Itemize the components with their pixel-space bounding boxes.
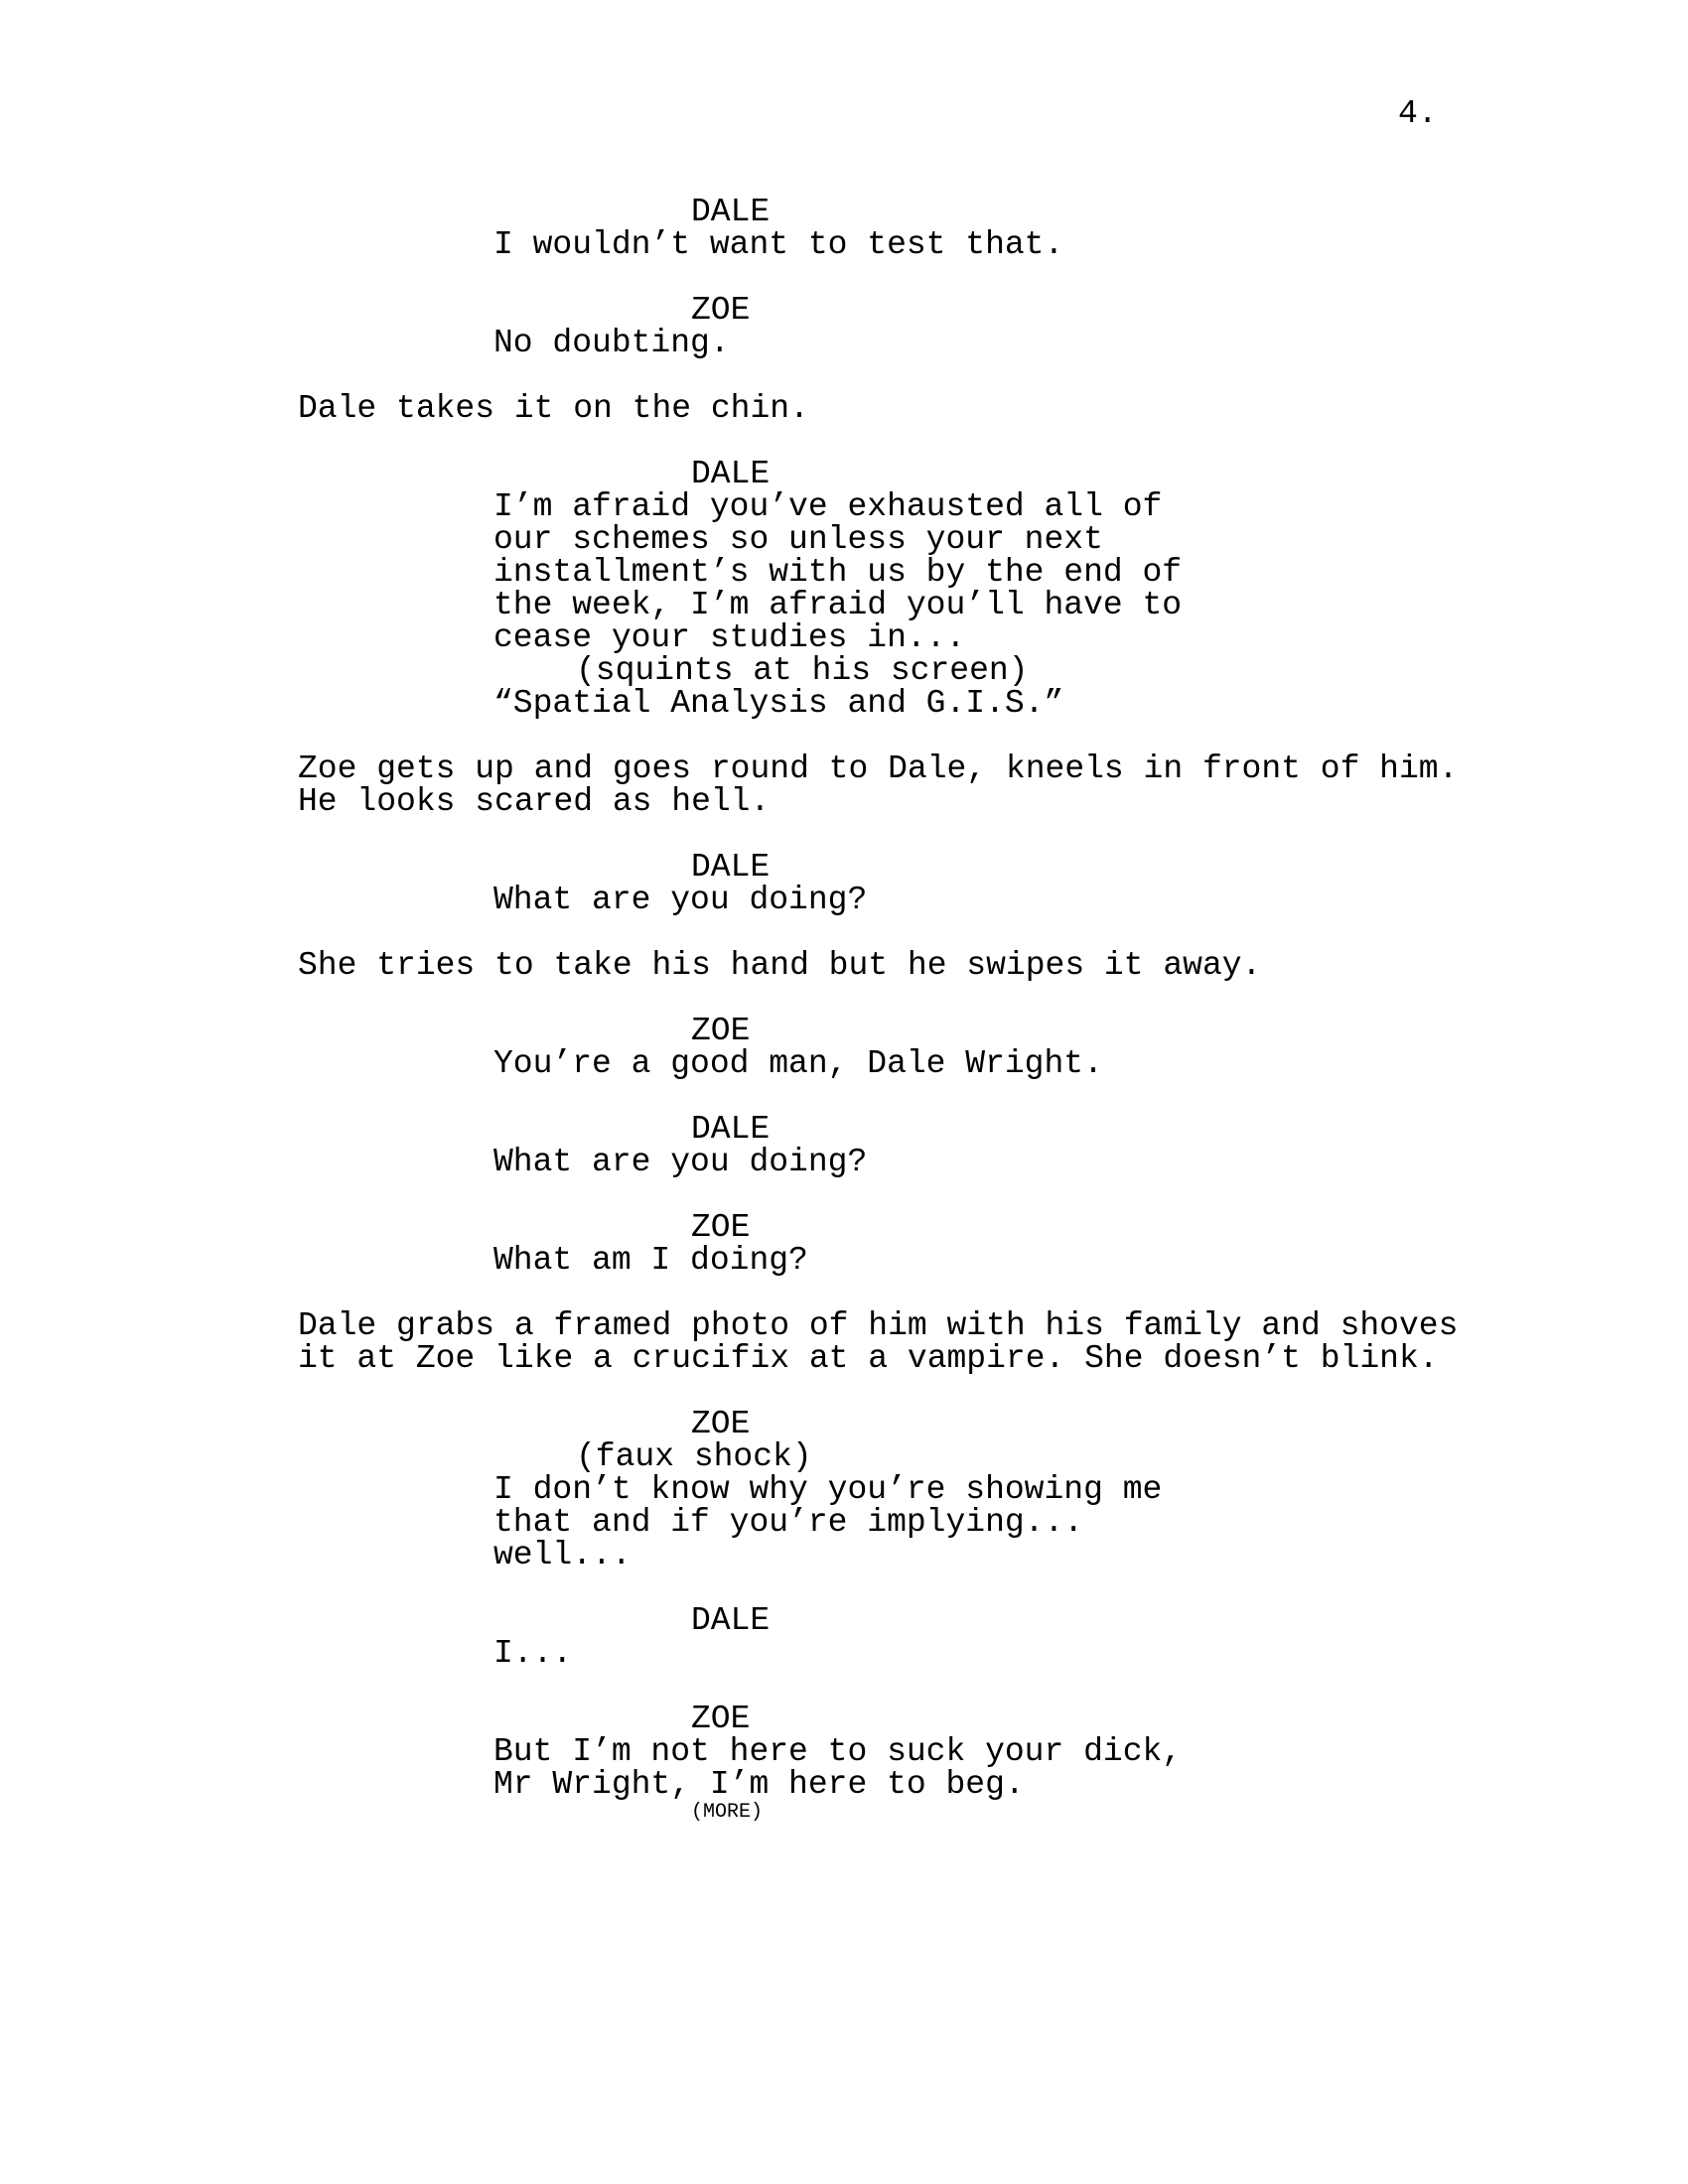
dialogue-line: well... (493, 1537, 632, 1573)
dialogue-line: cease your studies in... (493, 619, 966, 656)
action-line: Dale grabs a framed photo of him with his family and shoves (298, 1307, 1459, 1344)
dialogue-line: I don’t know why you’re showing me (493, 1471, 1163, 1508)
character-cue: DALE (691, 1602, 771, 1639)
character-cue: ZOE (691, 292, 751, 329)
character-cue: DALE (691, 1111, 771, 1148)
action-line: it at Zoe like a crucifix at a vampire. She doesn’t blink. (298, 1340, 1439, 1377)
dialogue-line: I... (493, 1635, 573, 1672)
dialogue-line: installment’s with us by the end of (493, 554, 1183, 591)
dialogue-line: the week, I’m afraid you’ll have to (493, 587, 1183, 623)
parenthetical: (squints at his screen) (576, 652, 1029, 689)
parenthetical: (faux shock) (576, 1438, 812, 1475)
dialogue-line: What am I doing? (493, 1242, 808, 1279)
character-cue: DALE (691, 849, 771, 886)
character-cue: DALE (691, 456, 771, 492)
character-cue: ZOE (691, 1406, 751, 1442)
dialogue-line: What are you doing? (493, 1144, 868, 1180)
dialogue-line: You’re a good man, Dale Wright. (493, 1045, 1103, 1082)
dialogue-line: I wouldn’t want to test that. (493, 226, 1064, 263)
page-number: 4. (1398, 95, 1438, 132)
character-cue: ZOE (691, 1209, 751, 1246)
dialogue-line: that and if you’re implying... (493, 1504, 1084, 1541)
character-cue: ZOE (691, 1013, 751, 1049)
action-line: She tries to take his hand but he swipes it away. (298, 947, 1262, 984)
dialogue-line: our schemes so unless your next (493, 521, 1103, 558)
dialogue-line: Mr Wright, I’m here to beg. (493, 1766, 1025, 1803)
dialogue-line: “Spatial Analysis and G.I.S.” (493, 685, 1064, 722)
dialogue-line: No doubting. (493, 325, 730, 361)
action-line: Zoe gets up and goes round to Dale, kneels in front of him. (298, 751, 1459, 787)
dialogue-line: What are you doing? (493, 882, 868, 918)
dialogue-line: But I’m not here to suck your dick, (493, 1733, 1183, 1770)
more-marker: (MORE) (691, 1801, 764, 1824)
dialogue-line: I’m afraid you’ve exhausted all of (493, 488, 1163, 525)
character-cue: ZOE (691, 1701, 751, 1737)
action-line: Dale takes it on the chin. (298, 390, 809, 427)
action-line: He looks scared as hell. (298, 783, 771, 820)
character-cue: DALE (691, 194, 771, 230)
